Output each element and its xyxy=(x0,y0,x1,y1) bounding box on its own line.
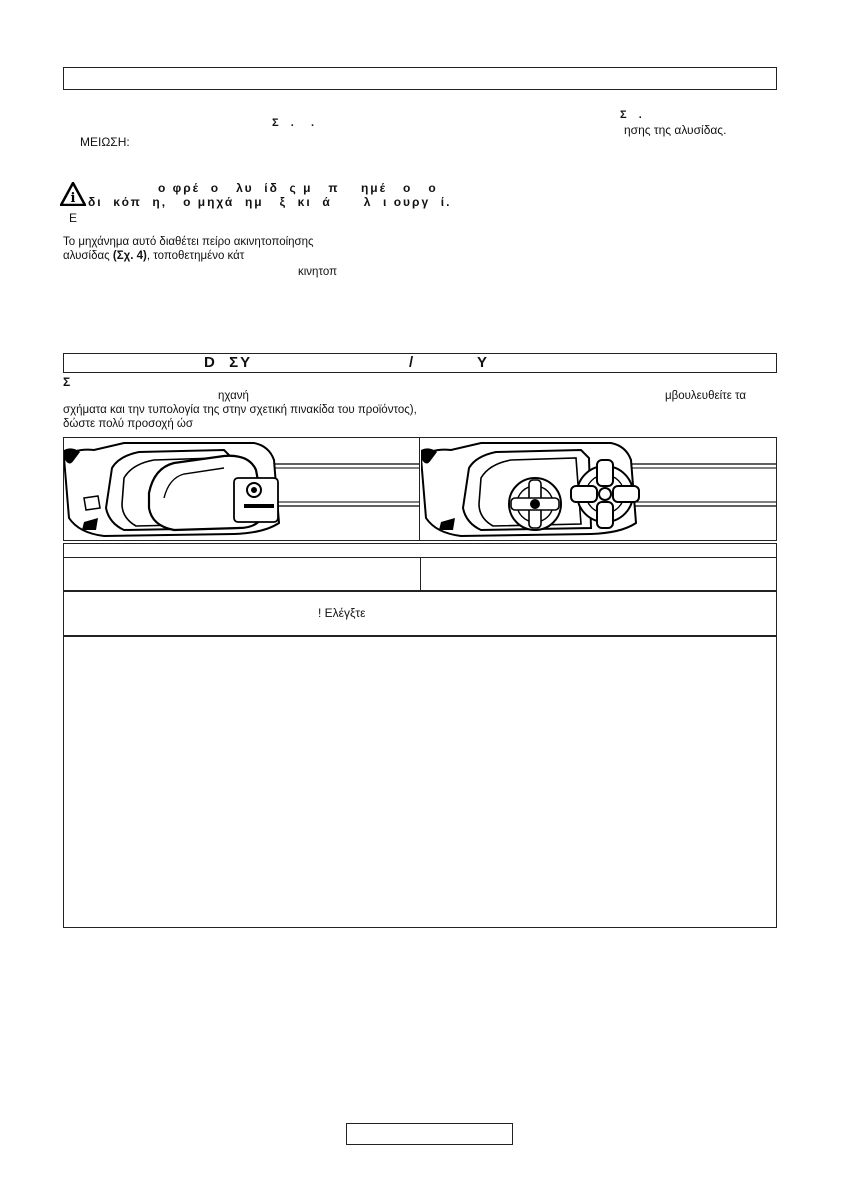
body-text: μβουλευθείτε τα xyxy=(665,390,747,402)
body-text: δώστε πολύ προσοχή ώσ xyxy=(63,418,194,430)
section-title: D ΣΥ xyxy=(204,354,253,371)
figure-reference: Σ . xyxy=(620,109,644,121)
warning-row-text: ! Ελέγξτε xyxy=(318,606,366,620)
section-header-box-1 xyxy=(63,67,777,90)
body-text: αλυσίδας (Σχ. 4), τοποθετημένο κάτ xyxy=(63,250,245,262)
warning-icon xyxy=(60,182,86,206)
warning-text: ο φρέ ο λυ ίδ ς μ π ημέ ο ο xyxy=(158,181,438,195)
body-text: Το μηχάνημα αυτό διαθέτει πείρο ακινητοποίησης xyxy=(63,236,314,248)
body-text: ηχανή xyxy=(218,390,249,402)
panel-divider xyxy=(419,438,420,540)
caption-col-divider xyxy=(420,557,421,591)
body-text: σχήματα και την τυπολογία της στην σχετική πινακίδα του προϊόντος), xyxy=(63,404,417,416)
section-heading: Ε xyxy=(69,211,78,225)
body-text: κινητοπ xyxy=(298,266,337,278)
section-header-box-2 xyxy=(63,353,777,373)
page-number-box xyxy=(346,1123,513,1145)
note-label: ΜΕΙΩΣΗ: xyxy=(80,135,130,149)
section-title: / xyxy=(409,354,416,371)
chainsaw-illustration-right xyxy=(421,438,776,540)
warning-text: δι κόπ η, ο μηχά ημ ξ κι ά λ ι ουργ ί. xyxy=(88,195,452,209)
figure-reference: Σ . . xyxy=(272,117,316,129)
chainsaw-illustration-left xyxy=(64,438,419,540)
section-sigma: Σ xyxy=(63,375,73,389)
content-box xyxy=(63,636,777,928)
svg-text:i: i xyxy=(70,191,76,206)
body-text: ησης της αλυσίδας. xyxy=(624,123,727,137)
section-title: Υ xyxy=(477,354,490,371)
warning-row xyxy=(63,591,777,636)
